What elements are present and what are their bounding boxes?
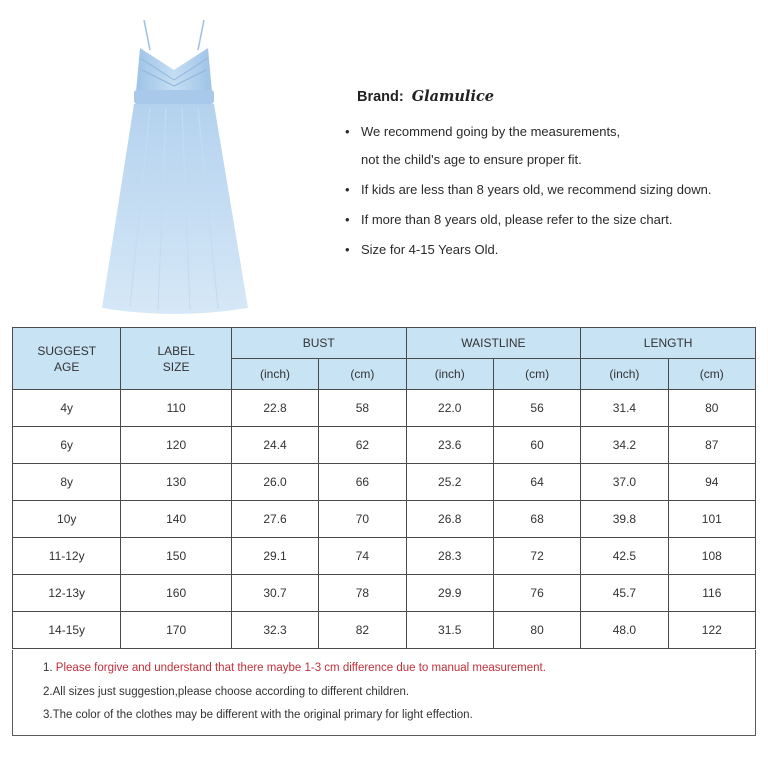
- cell: 25.2: [406, 464, 493, 501]
- table-row: [13, 390, 756, 427]
- cell: 56: [493, 390, 580, 427]
- cell: 72: [493, 538, 580, 575]
- cell: 87: [668, 427, 755, 464]
- header-waist-inch: (inch): [406, 359, 493, 390]
- cell: 29.9: [406, 575, 493, 612]
- cell: 110: [121, 390, 231, 427]
- cell: 140: [121, 501, 231, 538]
- cell: 4y: [13, 390, 121, 427]
- header-bust-cm: (cm): [319, 359, 406, 390]
- list-item: not the child's age to ensure proper fit.: [361, 152, 582, 167]
- cell: 12-13y: [13, 575, 121, 612]
- cell: 34.2: [581, 427, 668, 464]
- cell: 29.1: [231, 538, 318, 575]
- list-item: • Size for 4-15 Years Old.: [345, 242, 499, 257]
- cell: 116: [668, 575, 755, 612]
- cell: 10y: [13, 501, 121, 538]
- note-1-number: 1.: [43, 662, 56, 674]
- cell: 8y: [13, 464, 121, 501]
- cell: 24.4: [231, 427, 318, 464]
- table-row: [13, 575, 756, 612]
- notes-box: [12, 650, 756, 736]
- cell: 130: [121, 464, 231, 501]
- cell: 94: [668, 464, 755, 501]
- header-length: LENGTH: [581, 328, 756, 359]
- cell: 26.0: [231, 464, 318, 501]
- list-item: • We recommend going by the measurements,: [345, 124, 621, 139]
- cell: 26.8: [406, 501, 493, 538]
- cell: 80: [668, 390, 755, 427]
- cell: 66: [319, 464, 406, 501]
- note-3: 3.The color of the clothes may be different with the original primary for light effection.: [43, 709, 473, 721]
- cell: 11-12y: [13, 538, 121, 575]
- cell: 101: [668, 501, 755, 538]
- cell: 68: [493, 501, 580, 538]
- header-label-size: LABEL SIZE: [121, 328, 231, 390]
- cell: 42.5: [581, 538, 668, 575]
- cell: 122: [668, 612, 755, 649]
- header-waistline: WAISTLINE: [406, 328, 581, 359]
- note-1: [43, 662, 546, 674]
- table-row: [13, 427, 756, 464]
- header-bust: BUST: [231, 328, 406, 359]
- cell: 23.6: [406, 427, 493, 464]
- list-item: • If more than 8 years old, please refer to the size chart.: [345, 212, 673, 227]
- cell: 37.0: [581, 464, 668, 501]
- cell: 39.8: [581, 501, 668, 538]
- cell: 14-15y: [13, 612, 121, 649]
- cell: 108: [668, 538, 755, 575]
- cell: 62: [319, 427, 406, 464]
- table-row: [13, 501, 756, 538]
- cell: 78: [319, 575, 406, 612]
- header-waist-cm: (cm): [493, 359, 580, 390]
- cell: 64: [493, 464, 580, 501]
- cell: 70: [319, 501, 406, 538]
- table-row: [13, 538, 756, 575]
- dress-image: [100, 18, 250, 318]
- cell: 120: [121, 427, 231, 464]
- product-info: [345, 88, 755, 265]
- cell: 76: [493, 575, 580, 612]
- brand-label: Brand:: [357, 89, 404, 105]
- cell: 48.0: [581, 612, 668, 649]
- brand-line: [357, 88, 755, 105]
- cell: 30.7: [231, 575, 318, 612]
- cell: 80: [493, 612, 580, 649]
- cell: 31.5: [406, 612, 493, 649]
- cell: 160: [121, 575, 231, 612]
- note-2: 2.All sizes just suggestion,please choose according to different children.: [43, 686, 410, 698]
- brand-name: Glamulice: [411, 88, 495, 105]
- cell: 31.4: [581, 390, 668, 427]
- cell: 170: [121, 612, 231, 649]
- cell: 74: [319, 538, 406, 575]
- cell: 45.7: [581, 575, 668, 612]
- cell: 32.3: [231, 612, 318, 649]
- header-suggest-age: SUGGEST AGE: [13, 328, 121, 390]
- cell: 22.0: [406, 390, 493, 427]
- header-length-cm: (cm): [668, 359, 755, 390]
- list-item: • If kids are less than 8 years old, we recommend sizing down.: [345, 182, 712, 197]
- note-1-text: Please forgive and understand that there maybe 1-3 cm difference due to manual measurement.: [55, 662, 546, 674]
- recommendation-list: [345, 119, 755, 265]
- table-row: [13, 612, 756, 649]
- cell: 6y: [13, 427, 121, 464]
- cell: 28.3: [406, 538, 493, 575]
- cell: 58: [319, 390, 406, 427]
- cell: 82: [319, 612, 406, 649]
- table-row: [13, 464, 756, 501]
- cell: 27.6: [231, 501, 318, 538]
- header-length-inch: (inch): [581, 359, 668, 390]
- cell: 22.8: [231, 390, 318, 427]
- size-chart-table: [12, 327, 756, 649]
- cell: 150: [121, 538, 231, 575]
- header-bust-inch: (inch): [231, 359, 318, 390]
- cell: 60: [493, 427, 580, 464]
